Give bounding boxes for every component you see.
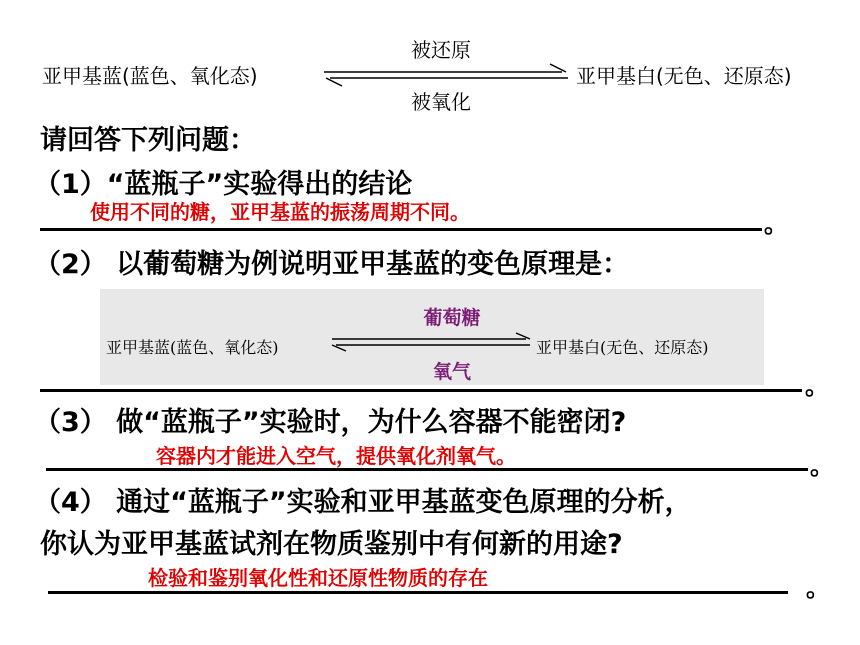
figure-left: 亚甲基蓝(蓝色、氧化态) [106, 338, 279, 357]
answer-4-end: 。 [806, 574, 830, 602]
equation-right: 亚甲基白(无色、还原态) [576, 64, 792, 88]
equation-bottom-label: 被氧化 [411, 90, 471, 114]
answer-2-blank [40, 389, 802, 392]
figure-arrows-icon [330, 331, 532, 357]
answer-4-blank [48, 591, 788, 594]
question-3: （3） 做“蓝瓶子”实验时，为什么容器不能密闭? [34, 407, 627, 438]
question-4-line2: 你认为亚甲基蓝试剂在物质鉴别中有何新的用途? [40, 529, 623, 560]
intro-text: 请回答下列问题： [40, 125, 256, 156]
answer-3-blank [46, 468, 808, 471]
answer-1-blank [40, 228, 762, 231]
answer-3: 容器内才能进入空气，提供氧化剂氧气。 [156, 444, 516, 468]
glucose-reaction-figure [100, 289, 764, 385]
equation-left: 亚甲基蓝(蓝色、氧化态) [42, 64, 258, 88]
figure-top-label: 葡萄糖 [423, 307, 481, 329]
answer-1: 使用不同的糖，亚甲基蓝的振荡周期不同。 [90, 200, 470, 224]
question-4: （4） 通过“蓝瓶子”实验和亚甲基蓝变色原理的分析， [34, 487, 692, 518]
figure-right: 亚甲基白(无色、还原态) [536, 338, 709, 357]
answer-4: 检验和鉴别氧化性和还原性物质的存在 [148, 566, 488, 590]
question-1: （1）“蓝瓶子”实验得出的结论 [34, 169, 413, 200]
answer-3-end: 。 [810, 452, 834, 480]
question-2: （2） 以葡萄糖为例说明亚甲基蓝的变色原理是： [34, 249, 630, 280]
figure-bottom-label: 氧气 [432, 361, 471, 383]
equation-top-label: 被还原 [411, 38, 471, 62]
answer-2-end: 。 [805, 372, 829, 400]
answer-1-end: 。 [764, 210, 788, 238]
